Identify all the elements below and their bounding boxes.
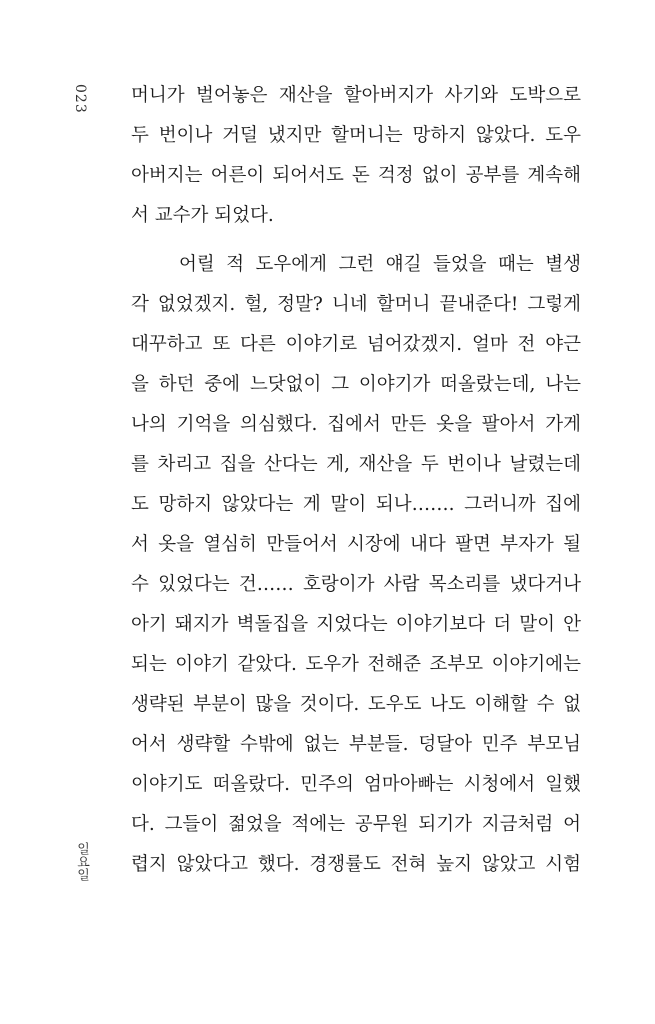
text-line: 어서 생략할 수밖에 없는 부분들. 덩달아 민주 부모님	[131, 734, 581, 755]
text-line: 생략된 부분이 많을 것이다. 도우도 나도 이해할 수 없	[131, 694, 581, 715]
text-line: 어릴 적 도우에게 그런 얘길 들었을 때는 별생	[179, 254, 581, 275]
text-line: 아기 돼지가 벽돌집을 지었다는 이야기보다 더 말이 안	[131, 614, 581, 635]
text-line: 되는 이야기 같았다. 도우가 전해준 조부모 이야기에는	[131, 654, 581, 675]
text-line: 다. 그들이 젊었을 적에는 공무원 되기가 지금처럼 어	[131, 814, 581, 835]
text-line: 서 옷을 열심히 만들어서 시장에 내다 팔면 부자가 될	[131, 534, 581, 555]
text-line: 아버지는 어른이 되어서도 돈 걱정 없이 공부를 계속해	[131, 165, 581, 186]
body-text	[131, 76, 581, 885]
text-line: 를 차리고 집을 산다는 게, 재산을 두 번이나 날렸는데	[131, 454, 581, 475]
text-line: 나의 기억을 의심했다. 집에서 만든 옷을 팔아서 가게	[131, 414, 581, 435]
paragraph-gap	[131, 236, 581, 245]
paragraph	[131, 245, 581, 885]
text-line: 대꾸하고 또 다른 이야기로 넘어갔겠지. 얼마 전 야근	[131, 334, 581, 355]
text-line: 을 하던 중에 느닷없이 그 이야기가 떠올랐는데, 나는	[131, 374, 581, 395]
text-line: 렵지 않았다고 했다. 경쟁률도 전혀 높지 않았고 시험	[131, 854, 581, 875]
text-line: 도 망하지 않았다는 게 말이 되나……. 그러니까 집에	[131, 494, 581, 515]
text-line: 이야기도 떠올랐다. 민주의 엄마아빠는 시청에서 일했	[131, 774, 581, 795]
text-line: 두 번이나 거덜 냈지만 할머니는 망하지 않았다. 도우	[131, 125, 581, 146]
text-line: 머니가 벌어놓은 재산을 할아버지가 사기와 도박으로	[131, 85, 581, 106]
running-head: 일요일	[74, 842, 89, 881]
text-line: 수 있었다는 건…… 호랑이가 사람 목소리를 냈다거나	[131, 574, 581, 595]
text-line: 각 없었겠지. 헐, 정말? 니네 할머니 끝내준다! 그렇게	[131, 294, 581, 315]
paragraph	[131, 76, 581, 236]
page-number: 023	[72, 84, 88, 114]
text-line: 서 교수가 되었다.	[131, 205, 274, 226]
